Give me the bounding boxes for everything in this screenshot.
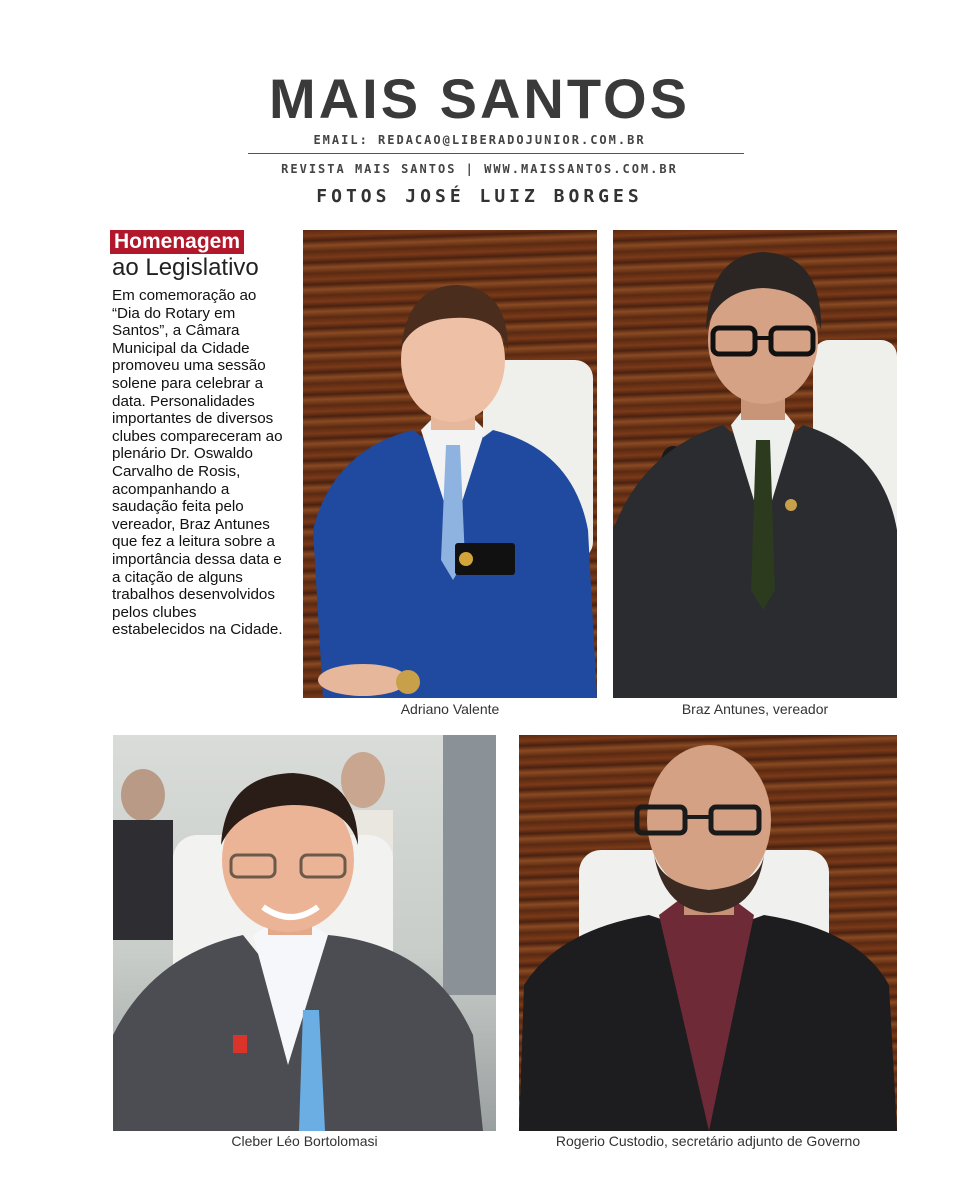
photo-cleber-bortolomasi bbox=[113, 735, 496, 1131]
masthead-divider bbox=[248, 153, 744, 154]
photo-credit: FOTOS JOSÉ LUIZ BORGES bbox=[316, 186, 643, 207]
portrait-illustration bbox=[613, 230, 897, 698]
site-line: REVISTA MAIS SANTOS | WWW.MAISSANTOS.COM.BR bbox=[281, 162, 678, 176]
photo-braz-antunes bbox=[613, 230, 897, 698]
caption-rogerio-custodio: Rogerio Custodio, secretário adjunto de Governo bbox=[555, 1133, 861, 1149]
caption-cleber-bortolomasi: Cleber Léo Bortolomasi bbox=[231, 1133, 378, 1149]
portrait-illustration bbox=[303, 230, 597, 698]
article-body: Em comemoração ao “Dia do Rotary em Santos”, a Câmara Municipal da Cidade promoveu uma sessão solene para celebrar a data. Personalidades importantes de diversos clubes compareceram ao plenário Dr. Oswaldo Carvalho de Rosis, acompanhando a saudação feita pelo vereador, Braz Antunes que fez a leitura sobre a importância dessa data e a citação de alguns trabalhos desenvolvidos pelos clubes estabelecidos na Cidade. bbox=[112, 287, 283, 639]
article-headline: ao Legislativo bbox=[112, 254, 259, 281]
magazine-title: MAIS SANTOS bbox=[269, 67, 690, 130]
photo-rogerio-custodio bbox=[519, 735, 897, 1131]
caption-braz-antunes: Braz Antunes, vereador bbox=[681, 701, 829, 717]
photo-adriano-valente bbox=[303, 230, 597, 698]
portrait-illustration bbox=[519, 735, 897, 1131]
article-kicker: Homenagem bbox=[110, 230, 244, 254]
portrait-illustration bbox=[113, 735, 496, 1131]
email-line: EMAIL: REDACAO@LIBERADOJUNIOR.COM.BR bbox=[313, 133, 646, 147]
caption-adriano-valente: Adriano Valente bbox=[400, 701, 500, 717]
